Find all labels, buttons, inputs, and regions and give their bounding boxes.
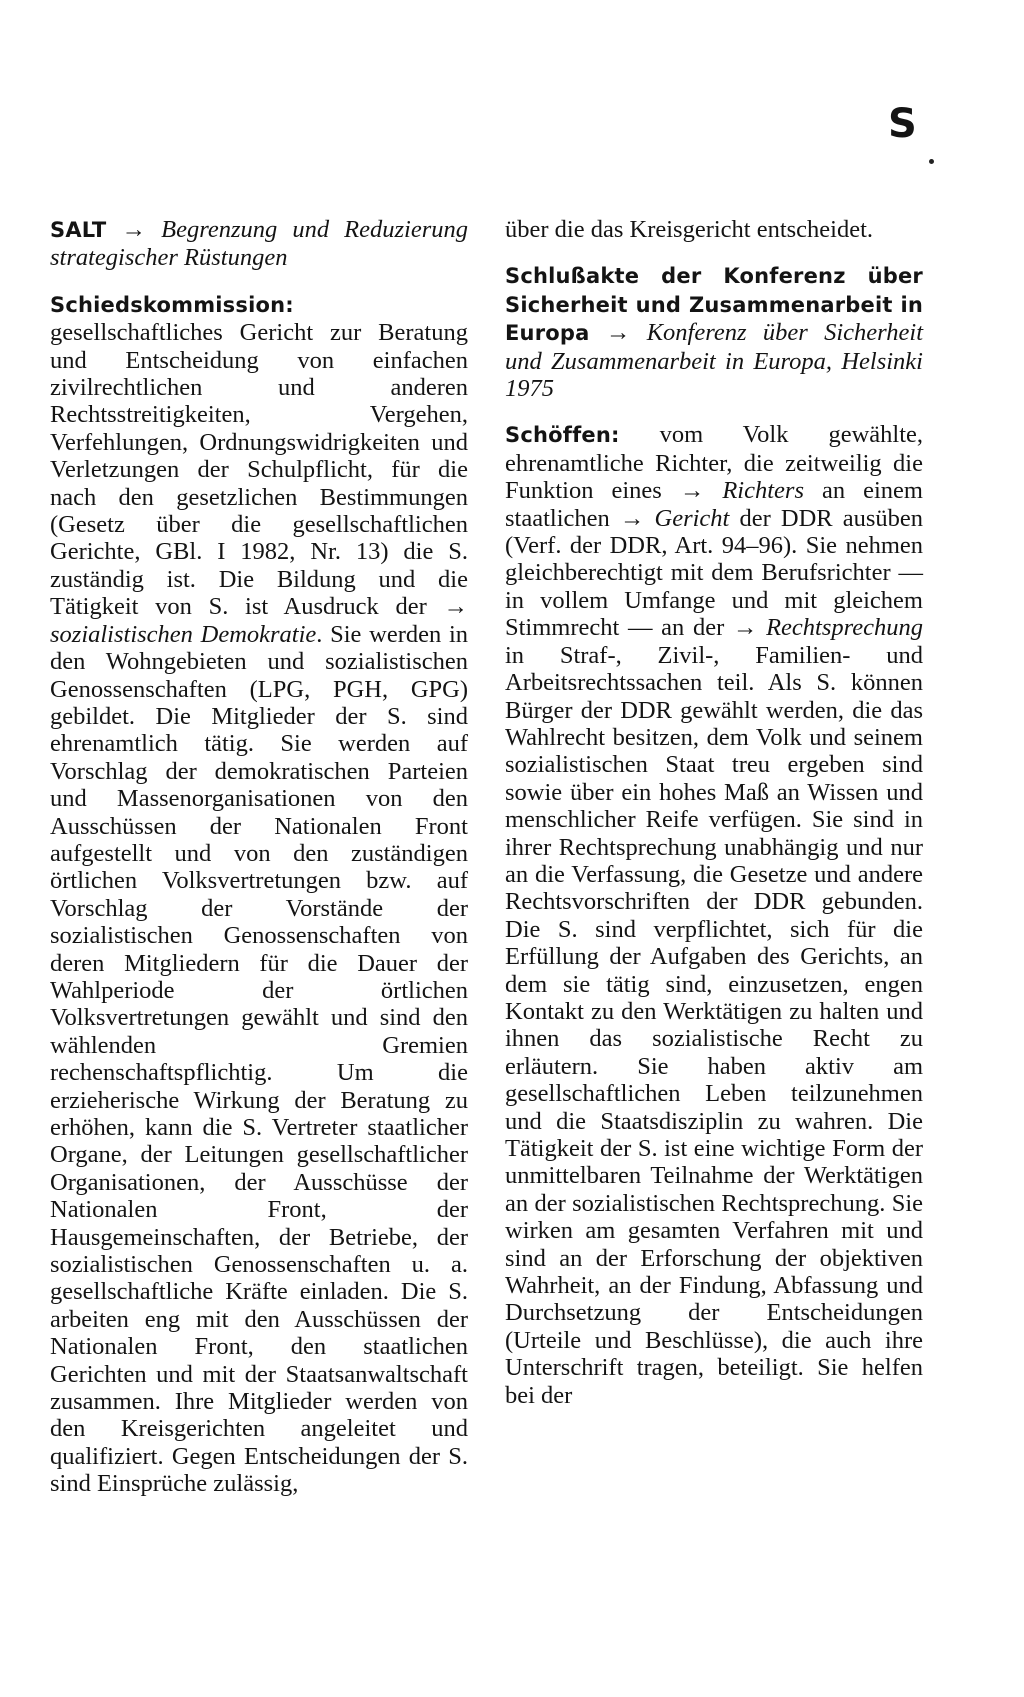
entry-term: Schiedskommission: — [50, 292, 294, 317]
entry-term: Schöffen: — [505, 423, 620, 448]
entry-salt — [50, 216, 468, 272]
right-column — [505, 216, 923, 1428]
entry-schlussakte — [505, 262, 923, 402]
section-letter: S — [888, 101, 917, 147]
cross-reference[interactable]: sozialistischen Demokratie — [50, 620, 317, 648]
entry-text: in Straf-, Zivil-, Familien- und Arbeitsrechtssachen teil. Als S. können Bürger der DDR gewählt werden, die das Wahlrecht besitzen, dem Volk und seinem sozialistischen Staat treu ergeben sind sowie über ein hohes Maß an Wissen und menschlicher Reife verfügen. Sie sind in ihrer Rechtsprechung unabhängig und nur an die Verfassung, die Gesetze und andere Rechtsvorschriften der DDR gebunden. Die S. sind verpflichtet, sich für die Erfüllung der Aufgaben des Gerichts, an dem sie tätig sind, einzusetzen, engen Kontakt zu den Werktätigen zu halten und ihnen das sozialistische Recht zu erläutern. Sie haben aktiv am gesellschaftlichen Leben teilzunehmen und die Staatsdisziplin zu wahren. Die Tätigkeit der S. ist eine wichtige Form der unmittelbaren Teilnahme der Werktätigen an der sozialistischen Rechtsprechung. Sie wirken am gesamten Verfahren mit und sind an der Erforschung der objektiven Wahrheit, an der Findung, Abfassung und Durchsetzung der Entscheidungen (Urteile und Beschlüsse), die auch ihre Unterschrift tragen, beteiligt. Sie helfen bei der — [505, 641, 923, 1409]
cross-reference-arrow: → — [443, 593, 468, 621]
cross-reference[interactable]: Begrenzung und Reduzierung strategischer Rüstungen — [50, 216, 469, 272]
entry-text: vom Volk gewählte, ehrenamtliche Richter, die zeitweilig die Funktion eines — [505, 421, 923, 505]
cross-reference-arrow: → — [619, 504, 645, 532]
entry-schiedskommission — [50, 291, 468, 1498]
entry-term: Schlußakte der Konferenz über Sicherheit und Zusammenarbeit in Europa — [505, 264, 923, 346]
entry-text: an einem staatlichen — [505, 477, 923, 532]
left-column — [50, 216, 468, 1517]
cross-reference-arrow: → — [121, 216, 147, 243]
cross-reference-arrow: → — [732, 614, 758, 642]
entry-text: gesellschaftliches Gericht zur Beratung und Entscheidung von einfachen zivilrechtlichen und anderen Rechtsstreitigkeiten, Vergehen, Verfehlungen, Ordnungswidrigkeiten und Verletzungen der Schulpflicht, für die nach den gesetzlichen Bestimmungen (Gesetz über die gesellschaftlichen Gerichte, GBl. I 1982, Nr. 13) die S. zuständig ist. Die Bildung und die Tätigkeit von S. ist Ausdruck der — [50, 319, 468, 621]
cross-reference[interactable]: Gericht — [654, 504, 730, 532]
entry-text: der DDR ausüben (Verf. der DDR, Art. 94–96). Sie nehmen gleichberechtigt mit dem Berufsrichter — in vollem Umfange und mit gleichem Stimmrecht — an der — [505, 504, 924, 642]
entry-term: SALT — [50, 218, 107, 242]
cross-reference-arrow: → — [605, 319, 631, 347]
cross-reference[interactable]: Konferenz über Sicherheit und Zusammenarbeit in Europa, Helsinki 1975 — [505, 319, 924, 403]
margin-dot — [929, 159, 934, 164]
cross-reference-arrow: → — [679, 477, 705, 505]
entry-text: über die das Kreisgericht entscheidet. — [505, 216, 874, 243]
cross-reference[interactable]: Richters — [722, 477, 804, 505]
entry-text: . Sie werden in den Wohngebieten und sozialistischen Genossenschaften (LPG, PGH, GPG) gebildet. Die Mitglieder der S. sind ehrenamtlich tätig. Sie werden auf Vorschlag der demokratischen Parteien und Massenorganisationen von den Ausschüssen der Nationalen Front aufgestellt und von den zuständigen örtlichen Volksvertretungen bzw. auf Vorschlag der Vorstände der sozialistischen Genossenschaften von deren Mitgliedern für die Dauer der Wahlperiode der örtlichen Volksvertretungen gewählt und sind den wählenden Gremien rechenschaftspflichtig. Um die erzieherische Wirkung der Beratung zu erhöhen, kann die S. Vertreter staatlicher Organe, der Leitungen gesellschaftlicher Organisationen, der Ausschüsse der Nationalen Front, der Hausgemeinschaften, der Betriebe, der sozialistischen Genossenschaften u. a. gesellschaftliche Kräfte einladen. Die S. arbeiten eng mit den Ausschüssen der Nationalen Front, den staatlichen Gerichten und mit der Staatsanwaltschaft zusammen. Ihre Mitglieder werden von den Kreisgerichten angeleitet und qualifiziert. Gegen Entscheidungen der S. sind Einsprüche zulässig, — [50, 620, 469, 1498]
entry-schoeffen — [505, 421, 923, 1409]
cross-reference[interactable]: Rechtsprechung — [766, 614, 924, 642]
entry-continuation — [505, 216, 923, 243]
